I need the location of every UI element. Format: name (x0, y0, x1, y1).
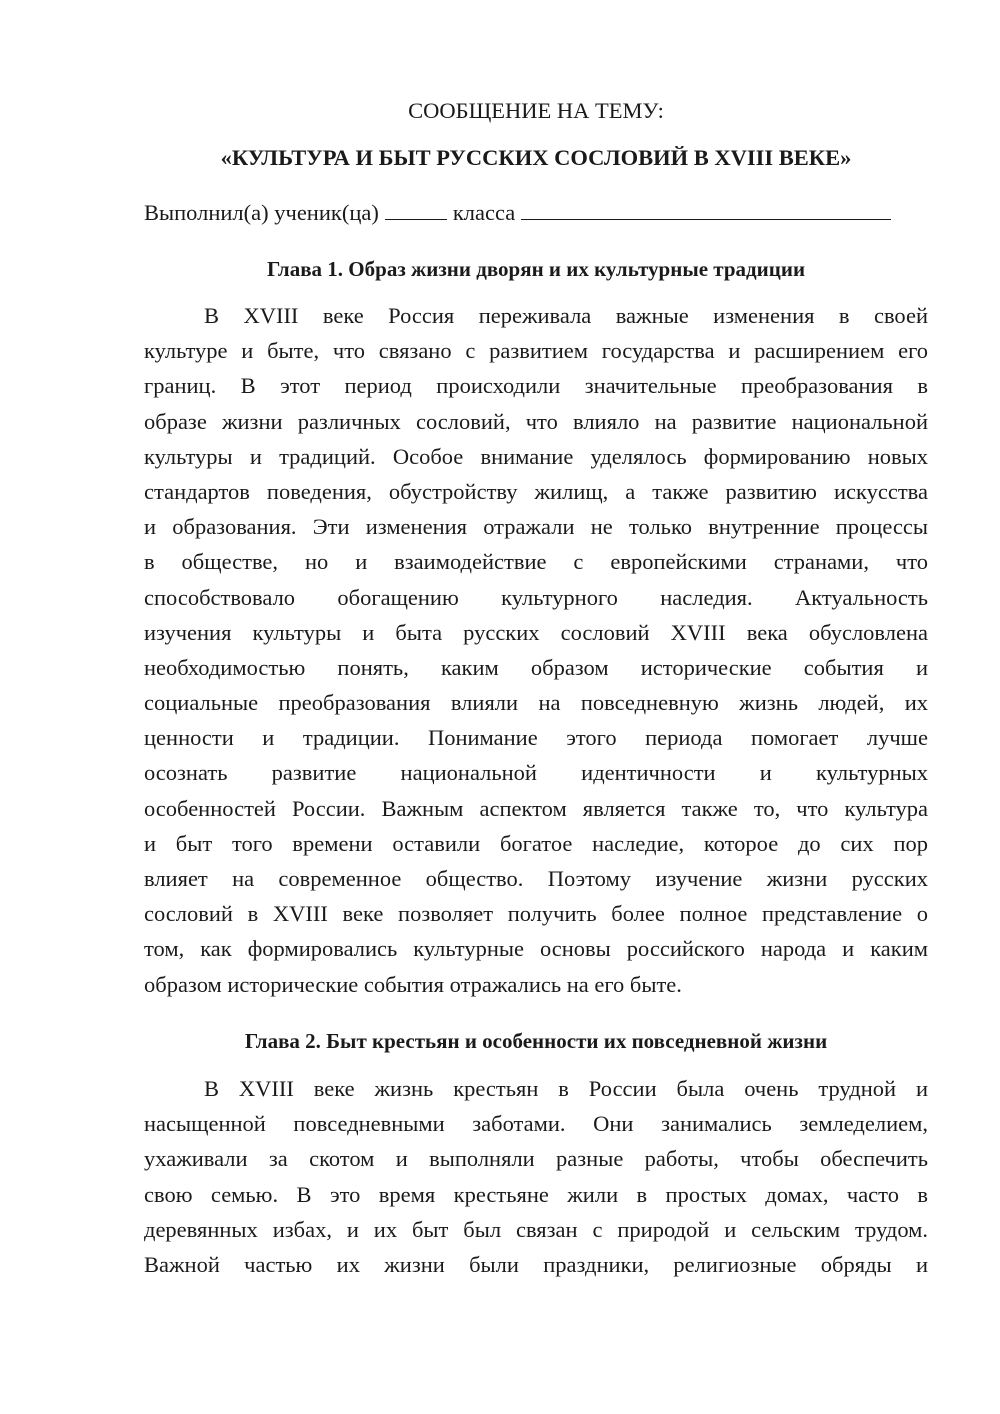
paragraph-line: ухаживали за скотом и выполняли разные работы, чтобы обеспечить (144, 1146, 928, 1172)
paragraph-line: и образования. Эти изменения отражали не только внутренние процессы (144, 514, 928, 540)
paragraph-line: особенностей России. Важным аспектом является также то, что культура (144, 795, 928, 821)
grade-blank (385, 197, 447, 220)
paragraph-line: влияет на современное общество. Поэтому изучение жизни русских (144, 866, 928, 891)
paragraph-line: свою семью. В это время крестьяне жили в простых домах, часто в (144, 1181, 928, 1207)
author-line (144, 197, 928, 228)
paragraph-line: культуры и традиций. Особое внимание уделялось формированию новых (144, 443, 928, 469)
chapter-2-paragraph (144, 1071, 928, 1282)
paragraph-line: изучения культуры и быта русских сословий XVIII века обусловлена (144, 619, 928, 645)
paragraph-line: В XVIII веке жизнь крестьян в России была очень трудной и (204, 1076, 928, 1101)
paragraph-line: образе жизни различных сословий, что влияло на развитие национальной (144, 408, 928, 434)
chapter-2-title: Глава 2. Быт крестьян и особенности их повседневной жизни (244, 1029, 828, 1053)
paragraph-line: способствовало обогащению культурного наследия. Актуальность (144, 584, 928, 610)
chapter-1-title: Глава 1. Образ жизни дворян и их культурные традиции (266, 257, 806, 281)
paragraph-line: Важной частью их жизни были праздники, религиозные обряды и (144, 1251, 928, 1277)
paragraph-line: культуре и быте, что связано с развитием государства и расширением его (144, 338, 928, 364)
paragraph-line: насыщенной повседневными заботами. Они занимались земледелием, (144, 1111, 928, 1137)
paragraph-line: сословий в XVIII веке позволяет получить более полное представление о (144, 901, 928, 927)
document-topic-title: «КУЛЬТУРА И БЫТ РУССКИХ СОСЛОВИЙ В XVIII ВЕКЕ» (220, 145, 852, 170)
paragraph-line: необходимостью понять, каким образом исторические события и (144, 654, 928, 680)
paragraph-line: деревянных избах, и их быт был связан с природой и сельским трудом. (144, 1216, 928, 1242)
class-label: класса (452, 200, 516, 225)
paragraph-line: образом исторические события отражались на его быте. (144, 971, 682, 997)
paragraph-line: том, как формировались культурные основы российского народа и каким (144, 936, 928, 962)
name-blank (521, 197, 891, 220)
chapter-1-paragraph (144, 298, 928, 1002)
paragraph-line: и быт того времени оставили богатое наследие, которое до сих пор (144, 830, 928, 856)
paragraph-line: ценности и традиции. Понимание этого периода помогает лучше (144, 725, 928, 751)
paragraph-line: социальные преобразования влияли на повседневную жизнь людей, их (144, 690, 928, 716)
paragraph-line: границ. В этот период происходили значительные преобразования в (144, 373, 928, 399)
paragraph-line: В XVIII веке Россия переживала важные изменения в своей (204, 303, 928, 328)
paragraph-line: осознать развитие национальной идентичности и культурных (144, 760, 928, 786)
paragraph-line: в обществе, но и взаимодействие с европейскими странами, что (144, 549, 928, 575)
paragraph-line: стандартов поведения, обустройству жилищ, а также развитию искусства (144, 478, 928, 504)
document-heading: СООБЩЕНИЕ НА ТЕМУ: (408, 98, 664, 123)
author-label: Выполнил(а) ученик(ца) (144, 200, 379, 225)
